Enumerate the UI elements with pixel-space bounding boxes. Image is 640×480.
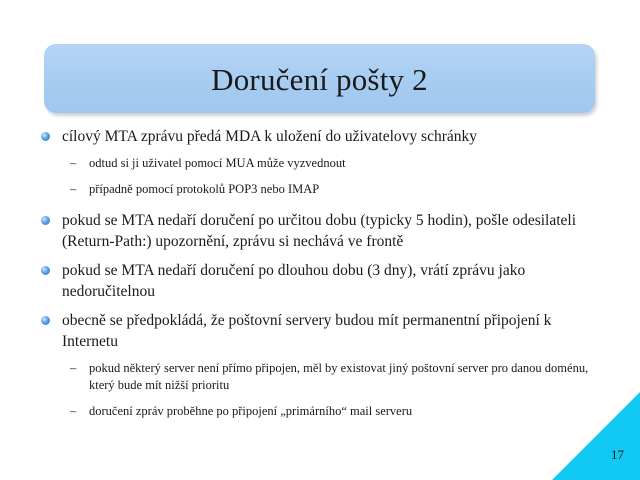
bullet-icon: [41, 316, 50, 325]
sub-bullet-text: případně pomocí protokolů POP3 nebo IMAP: [89, 182, 320, 196]
sub-bullet-text: doručení zpráv proběhne po připojení „primárního“ mail serveru: [89, 404, 413, 418]
sub-bullet-item: [40, 155, 610, 172]
sub-bullet-item: [40, 181, 610, 198]
dash-icon: –: [70, 156, 77, 170]
sub-bullet-text: odtud si ji uživatel pomocí MUA může vyzvednout: [89, 156, 346, 170]
bullet-icon: [41, 266, 50, 275]
page-number: 17: [611, 447, 624, 462]
sub-bullet-item: [40, 360, 610, 394]
dash-icon: –: [70, 361, 77, 375]
sub-bullet-text: pokud některý server není přímo připojen, měl by existovat jiný poštovní server pro danou doménu, který bude mít nižší prioritu: [89, 361, 589, 392]
bullet-item: [40, 260, 610, 302]
bullet-text: cílový MTA zprávu předá MDA k uložení do uživatelovy schránky: [62, 128, 478, 145]
bullet-icon: [41, 216, 50, 225]
dash-icon: –: [70, 182, 77, 196]
bullet-item: [40, 210, 610, 252]
corner-triangle-decoration: [552, 392, 640, 480]
title-box: [44, 44, 595, 113]
sub-bullet-item: [40, 403, 610, 420]
dash-icon: –: [70, 404, 77, 418]
bullet-item: [40, 310, 610, 352]
bullet-text: pokud se MTA nedaří doručení po dlouhou dobu (3 dny), vrátí zprávu jako nedoručitelnou: [62, 262, 526, 300]
bullet-icon: [41, 132, 50, 141]
slide-title: Doručení pošty 2: [211, 61, 428, 97]
bullet-text: pokud se MTA nedaří doručení po určitou dobu (typicky 5 hodin), pošle odesilateli (Return-Path:) upozornění, zprávu si nechává ve frontě: [62, 212, 577, 250]
bullet-text: obecně se předpokládá, že poštovní servery budou mít permanentní připojení k Internetu: [62, 312, 552, 350]
bullet-item: [40, 126, 610, 147]
slide-content: [40, 126, 610, 429]
